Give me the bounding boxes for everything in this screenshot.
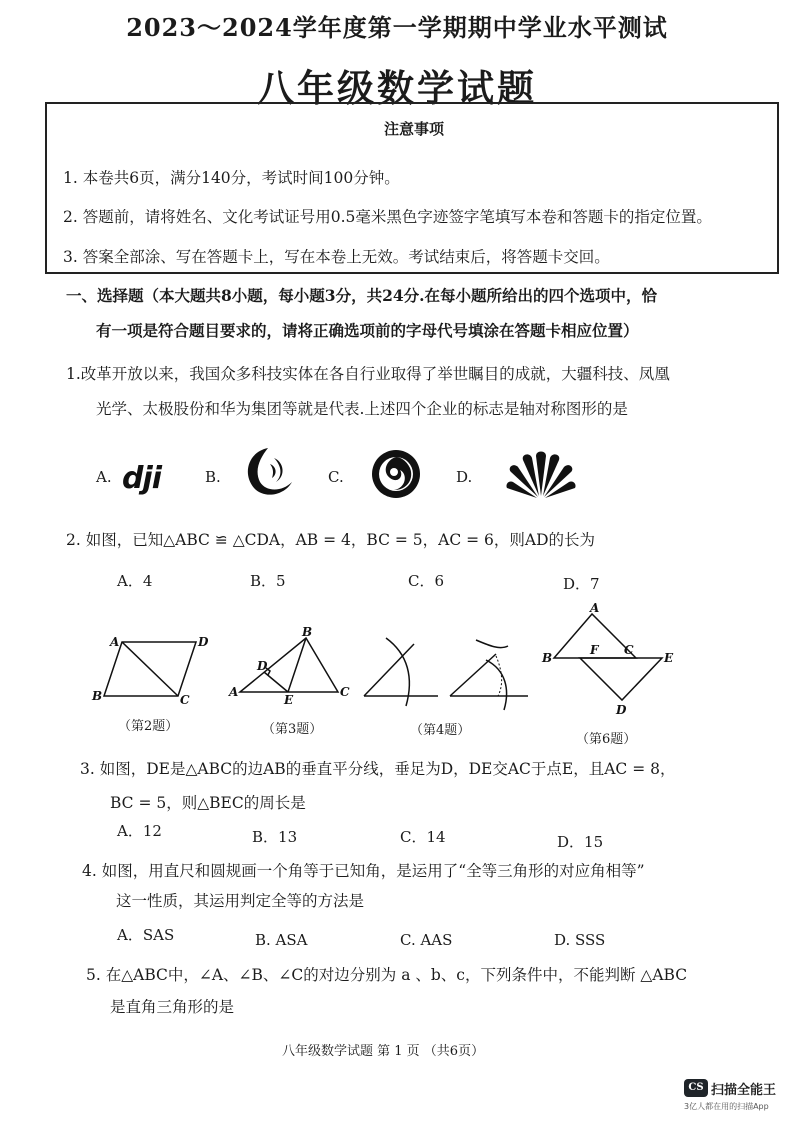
fig3-caption: （第3题）: [262, 722, 323, 737]
q3-option-b: B．13: [252, 828, 298, 846]
figure-4: [358, 634, 538, 714]
section1-line1: 一、选择题（本大题共8小题，每小题3分，共24分.在每小题所给出的四个选项中，恰: [66, 286, 658, 305]
fig4-caption: （第4题）: [410, 723, 471, 738]
q2-option-a: A．4: [117, 572, 153, 590]
q3-line2: BC = 5，则△BEC的周长是: [110, 794, 306, 812]
notice-heading: 注意事项: [383, 120, 444, 138]
q1-option-b: B.: [205, 468, 221, 486]
fig3-label-d: D: [257, 659, 268, 673]
fig2-label-c: C: [180, 693, 190, 707]
q4-option-c: C. AAS: [400, 931, 453, 949]
phoenix-logo-icon: [238, 444, 298, 500]
notice-box: [45, 102, 779, 274]
notice-item-2: 2. 答题前，请将姓名、文化考试证号用0.5毫米黑色字迹签字笔填写本卷和答题卡的指定位置。: [63, 208, 712, 226]
exam-title: 2023～2024学年度第一学期期中学业水平测试: [126, 13, 668, 42]
camscanner-logo-icon: CS: [684, 1079, 708, 1097]
q4-option-a: A．SAS: [117, 926, 175, 944]
q2-stem: 2. 如图，已知△ABC ≌ △CDA，AB = 4，BC = 5，AC = 6，则AD的长为: [66, 531, 596, 549]
fig3-label-b: B: [302, 626, 313, 639]
paper-title: 八年级数学试题: [257, 66, 537, 110]
figure-3: [226, 626, 356, 706]
fig6-label-f: F: [590, 643, 599, 657]
fig6-label-a: A: [590, 601, 600, 615]
q2-option-b: B．5: [250, 572, 286, 590]
watermark-tagline: 3亿人都在用的扫描App: [684, 1102, 769, 1111]
q1-line1: 1.改革开放以来，我国众多科技实体在各自行业取得了举世瞩目的成就，大疆科技、凤凰: [66, 365, 670, 383]
q4-option-b: B. ASA: [255, 931, 308, 949]
notice-item-1: 1. 本卷共6页，满分140分，考试时间100分钟。: [63, 169, 400, 187]
q2-option-c: C．6: [408, 572, 445, 590]
dji-logo-text: dji: [122, 461, 162, 496]
fig6-caption: （第6题）: [576, 732, 637, 747]
fig3-label-e: E: [284, 693, 294, 706]
fig3-label-c: C: [340, 685, 350, 699]
fig2-caption: （第2题）: [118, 719, 179, 734]
q3-line1: 3. 如图，DE是△ABC的边AB的垂直平分线，垂足为D，DE交AC于点E，且AC = 8，: [80, 760, 676, 778]
q4-line1: 4. 如图，用直尺和圆规画一个角等于已知角，是运用了“全等三角形的对应角相等”: [82, 862, 645, 880]
q1-line2: 光学、太极股份和华为集团等就是代表.上述四个企业的标志是轴对称图形的是: [96, 400, 628, 418]
huawei-logo-icon: [505, 446, 577, 500]
watermark-name: 扫描全能王: [711, 1083, 777, 1098]
figure-6: [540, 600, 680, 720]
fig6-label-b: B: [542, 651, 553, 665]
q5-line2: 是直角三角形的是: [110, 998, 235, 1016]
q3-option-d: D．15: [557, 833, 604, 851]
figure-2: [90, 630, 220, 710]
fig2-label-d: D: [198, 635, 209, 649]
q4-line2: 这一性质，其运用判定全等的方法是: [116, 892, 365, 910]
q1-option-d: D.: [456, 468, 473, 486]
q1-option-c: C.: [328, 468, 344, 486]
q5-line1: 5. 在△ABC中，∠A、∠B、∠C的对边分别为 a 、b、c，下列条件中，不能判断 △ABC: [86, 966, 688, 984]
q3-option-c: C．14: [400, 828, 446, 846]
section1-line2: 有一项是符合题目要求的，请将正确选项前的字母代号填涂在答题卡相应位置）: [96, 321, 639, 340]
dji-logo: [120, 456, 184, 496]
fig6-label-d: D: [616, 703, 627, 717]
page-footer: 八年级数学试题 第 1 页 （共6页）: [282, 1044, 485, 1059]
notice-item-3: 3. 答案全部涂、写在答题卡上，写在本卷上无效。考试结束后，将答题卡交回。: [63, 248, 610, 266]
q4-option-d: D. SSS: [554, 931, 606, 949]
fig2-label-b: B: [92, 689, 103, 703]
q2-option-d: D．7: [563, 575, 600, 593]
fig6-label-e: E: [664, 651, 674, 665]
q1-option-a: A.: [96, 468, 112, 486]
fig3-label-a: A: [229, 685, 239, 699]
taiji-logo-icon: [368, 448, 424, 500]
fig6-label-c: C: [624, 643, 634, 657]
fig2-label-a: A: [110, 635, 120, 649]
q3-option-a: A．12: [117, 822, 162, 840]
